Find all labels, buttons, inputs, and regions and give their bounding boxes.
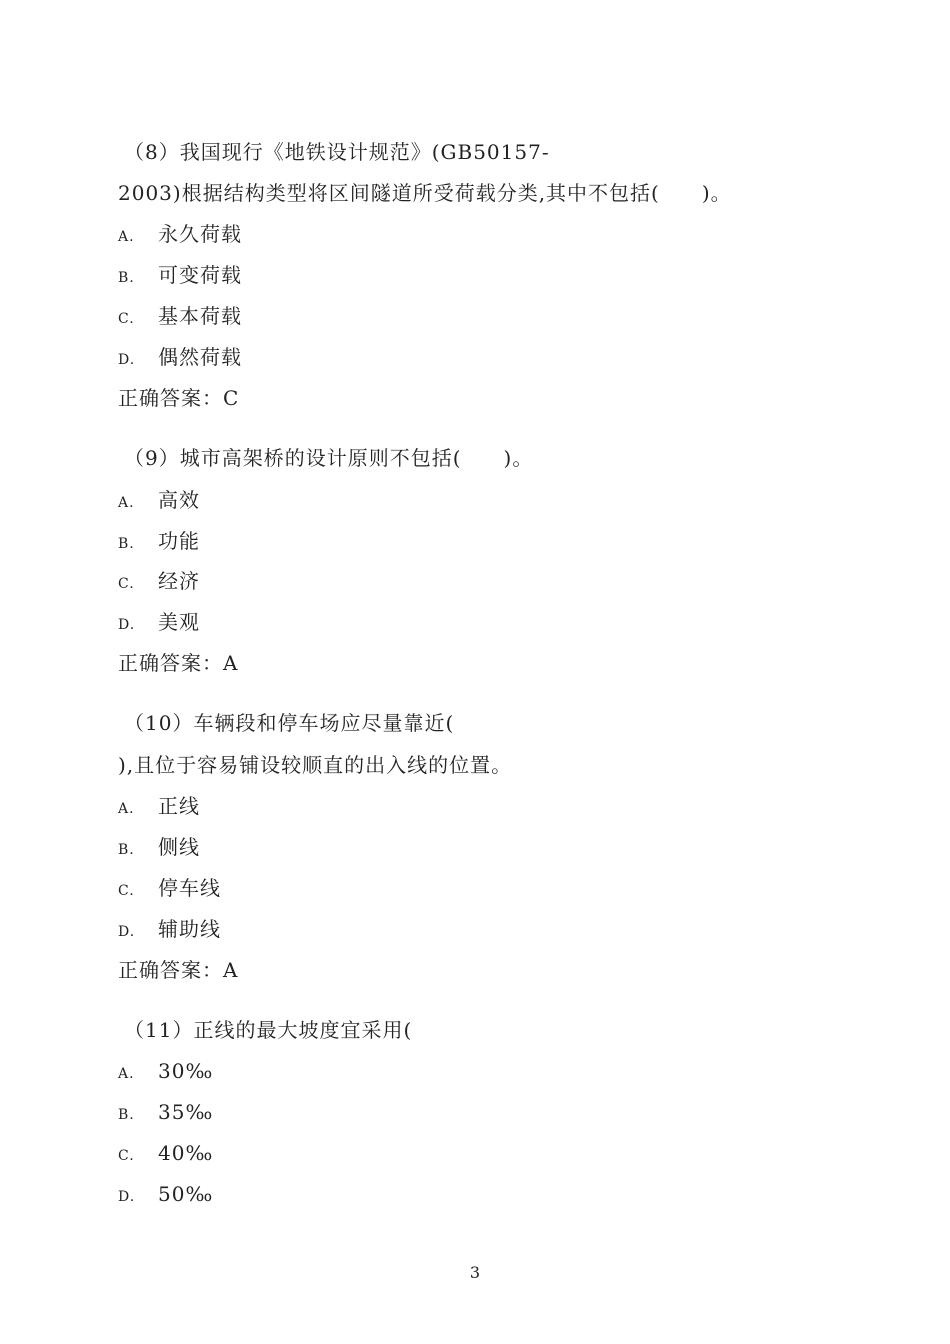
question-8-answer: 正确答案：C [118, 386, 240, 410]
question-10-option-a [118, 792, 200, 823]
question-8-option-d [118, 343, 242, 374]
question-8-line-2: 2003)根据结构类型将区间隧道所受荷载分类,其中不包括( )。 [118, 181, 732, 205]
question-11-option-d [118, 1180, 213, 1211]
option-text: 30‰ [158, 1059, 214, 1083]
question-11-line-1: （11）正线的最大坡度宜采用( [124, 1018, 413, 1042]
option-text: 可变荷载 [158, 263, 242, 287]
option-text: 35‰ [158, 1100, 214, 1124]
option-letter: A. [118, 801, 135, 817]
page-number: 3 [469, 1263, 481, 1282]
question-10-option-c [118, 874, 221, 905]
option-text: 基本荷载 [158, 304, 242, 328]
option-letter: B. [118, 1107, 135, 1123]
option-text: 功能 [158, 529, 200, 553]
question-10-option-b [118, 833, 200, 864]
option-text: 50‰ [158, 1182, 214, 1206]
option-letter: B. [118, 270, 135, 286]
option-text: 永久荷载 [158, 222, 242, 246]
question-8-option-b [118, 261, 242, 292]
question-10-option-d [118, 915, 221, 946]
option-letter: C. [118, 1148, 135, 1164]
option-letter: D. [118, 924, 136, 940]
question-11-option-c [118, 1139, 213, 1170]
question-9-answer: 正确答案：A [118, 651, 239, 675]
question-9-line-1: （9）城市高架桥的设计原则不包括( )。 [124, 446, 534, 470]
option-letter: A. [118, 495, 135, 511]
option-letter: C. [118, 883, 135, 899]
question-8-option-a [118, 220, 242, 251]
option-letter: B. [118, 536, 135, 552]
option-text: 停车线 [158, 876, 221, 900]
question-11-option-b [118, 1098, 213, 1129]
option-text: 高效 [158, 488, 200, 512]
option-text: 偶然荷载 [158, 345, 242, 369]
question-9-option-c [118, 567, 200, 598]
question-9-option-d [118, 608, 200, 639]
question-10-answer: 正确答案：A [118, 958, 239, 982]
question-8-option-c [118, 302, 242, 333]
question-9-option-b [118, 527, 200, 558]
option-letter: D. [118, 352, 136, 368]
option-letter: A. [118, 229, 135, 245]
question-10-line-1: （10）车辆段和停车场应尽量靠近( [124, 711, 455, 735]
option-text: 正线 [158, 794, 200, 818]
option-text: 美观 [158, 610, 200, 634]
question-9-option-a [118, 486, 200, 517]
option-letter: D. [118, 1189, 136, 1205]
option-letter: A. [118, 1066, 135, 1082]
option-text: 侧线 [158, 835, 200, 859]
question-8-line-1: （8）我国现行《地铁设计规范》(GB50157- [124, 140, 550, 164]
option-letter: C. [118, 576, 135, 592]
question-11-option-a [118, 1057, 213, 1088]
option-text: 辅助线 [158, 917, 221, 941]
option-letter: D. [118, 617, 136, 633]
option-letter: C. [118, 311, 135, 327]
option-letter: B. [118, 842, 135, 858]
option-text: 经济 [158, 569, 200, 593]
option-text: 40‰ [158, 1141, 214, 1165]
question-10-line-2: ),且位于容易铺设较顺直的出入线的位置。 [118, 753, 513, 777]
